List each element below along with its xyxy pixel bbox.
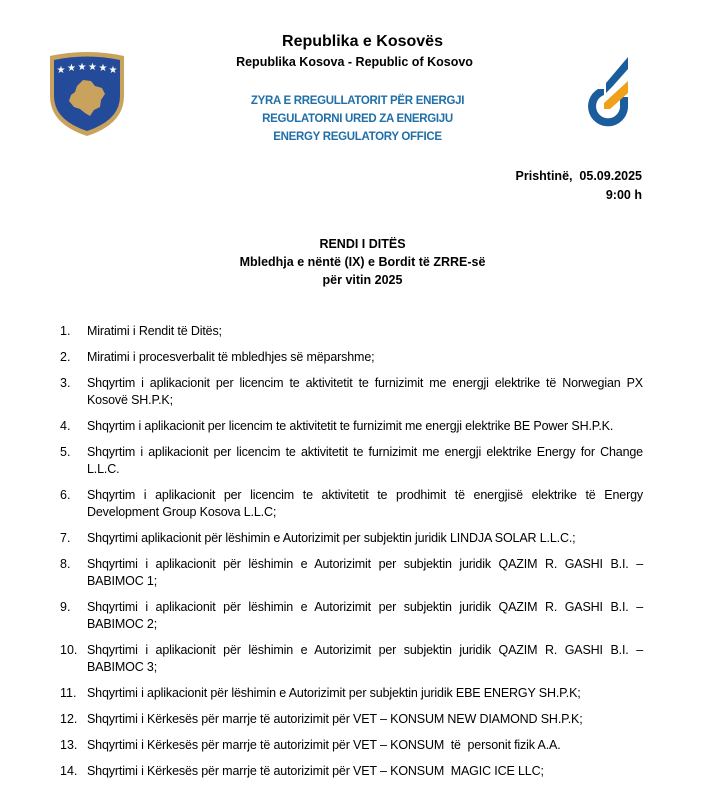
item-text: Shqyrtimi i aplikacionit për lëshimin e Autorizimit per subjektin juridik QAZIM R. GASHI B.I. – BABIMOC 1; [87, 557, 647, 588]
item-text: Shqyrtim i aplikacionit per licencim te aktivitetit te prodhimit të energjisë elektrike të Energy Development Group Kosova L.L.C; [87, 488, 647, 519]
country-subtitle: Republika Kosova - Republic of Kosovo [236, 55, 473, 69]
svg-text:★: ★ [56, 65, 66, 76]
meeting-name: Mbledhja e nëntë (IX) e Bordit të ZRRE-së [239, 255, 486, 269]
country-title: Republika e Kosovës [282, 33, 443, 50]
item-number: 7. [60, 531, 71, 545]
office-name-albanian: ZYRA E RREGULLATORIT PËR ENERGJI [250, 95, 465, 107]
item-number: 1. [60, 324, 71, 338]
item-number: 11. [60, 686, 77, 700]
item-text: Shqyrtim i aplikacionit per licencim te aktivitetit te furnizimit me energji elektrike Energy for Change L.L.C. [87, 445, 647, 476]
agenda-item [60, 349, 643, 366]
agenda-item [60, 763, 643, 780]
meeting-time: 9:00 h [605, 188, 642, 202]
item-number: 3. [60, 376, 71, 390]
svg-text:★: ★ [88, 62, 97, 73]
agenda-item [60, 599, 647, 633]
item-number: 5. [60, 445, 71, 459]
svg-text:★: ★ [98, 63, 108, 74]
svg-text:★: ★ [108, 65, 118, 76]
item-text: Shqyrtimi aplikacionit për lëshimin e Autorizimit per subjektin juridik LINDJA SOLAR L.L.C.; [87, 531, 576, 545]
item-number: 14. [60, 764, 78, 778]
item-number: 13. [60, 738, 78, 752]
item-text: Shqyrtim i aplikacionit per licencim te aktivitetit te furnizimit me energji elektrike të Norwegian PX Kosovë SH.P.K; [87, 376, 647, 407]
item-number: 8. [60, 557, 71, 571]
office-name-serbian: REGULATORNI URED ZA ENERGIJU [262, 113, 453, 125]
item-text: Miratimi i Rendit të Ditës; [87, 324, 222, 338]
item-text: Shqyrtimi i Kërkesës për marrje të autorizimit për VET – KONSUM MAGIC ICE LLC; [87, 764, 544, 778]
agenda-item [60, 487, 647, 521]
agenda-item [60, 685, 643, 702]
item-number: 12. [60, 712, 78, 726]
agenda-item [60, 711, 643, 728]
item-text: Shqyrtimi i Kërkesës për marrje të autorizimit për VET – KONSUM NEW DIAMOND SH.P.K; [87, 712, 583, 726]
meeting-year: për vitin 2025 [322, 273, 403, 287]
agenda-item [60, 375, 647, 409]
item-text: Shqyrtimi i Kërkesës për marrje të autorizimit për VET – KONSUM të personit fizik A.A. [87, 738, 561, 752]
item-number: 10. [60, 643, 78, 657]
office-name-english: ENERGY REGULATORY OFFICE [273, 131, 442, 143]
item-text: Shqyrtimi i aplikacionit për lëshimin e Autorizimit per subjektin juridik QAZIM R. GASHI B.I. – BABIMOC 2; [87, 600, 647, 631]
agenda-item [60, 642, 647, 676]
agenda-item [60, 530, 643, 547]
agenda-title: RENDI I DITËS [319, 237, 406, 251]
agenda-item [60, 737, 643, 754]
item-text: Shqyrtim i aplikacionit per licencim te aktivitetit te furnizimit me energji elektrike BE Power SH.P.K. [87, 419, 614, 433]
item-text: Shqyrtimi i aplikacionit për lëshimin e Autorizimit per subjektin juridik EBE ENERGY SH.P.K; [87, 686, 581, 700]
item-text: Miratimi i procesverbalit të mbledhjes së mëparshme; [87, 350, 375, 364]
item-number: 6. [60, 488, 71, 502]
item-text: Shqyrtimi i aplikacionit për lëshimin e Autorizimit per subjektin juridik QAZIM R. GASHI B.I. – BABIMOC 3; [87, 643, 647, 674]
item-number: 2. [60, 350, 71, 364]
agenda-list [60, 323, 647, 789]
item-number: 4. [60, 419, 71, 433]
agenda-item [60, 323, 643, 340]
agenda-item [60, 556, 647, 590]
agenda-item [60, 444, 647, 478]
place-date: Prishtinë, 05.09.2025 [515, 169, 642, 183]
svg-text:★: ★ [67, 63, 76, 74]
item-number: 9. [60, 600, 71, 614]
agenda-item [60, 418, 643, 435]
svg-text:★: ★ [77, 62, 87, 73]
